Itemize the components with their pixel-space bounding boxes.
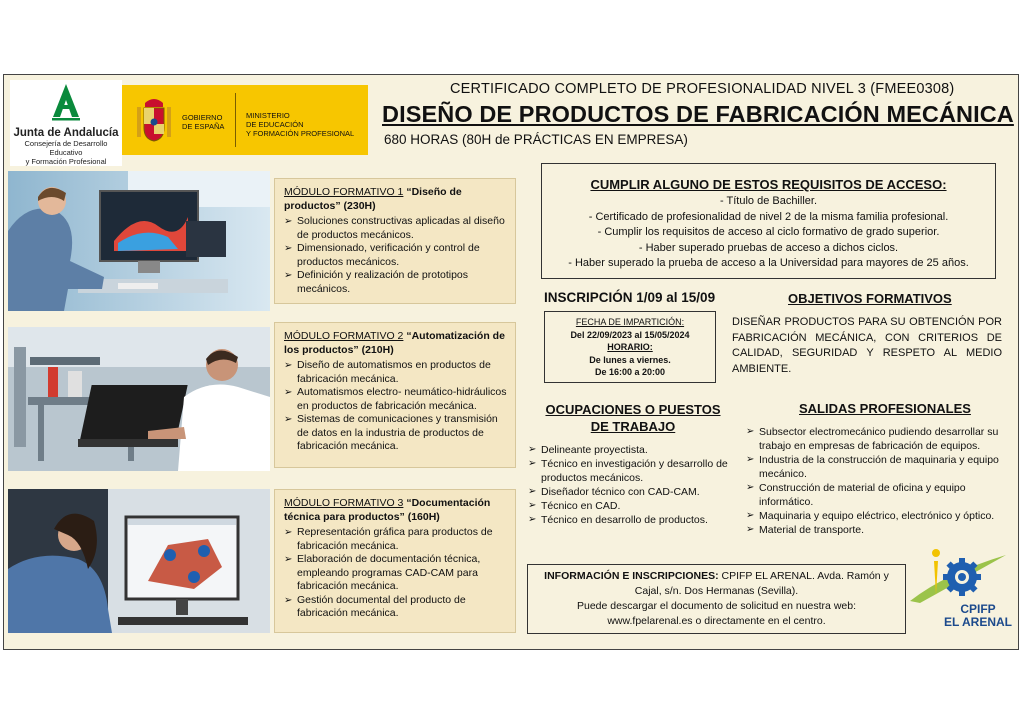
- list-item: ➢ Diseño de automatismos en productos de fabricación mecánica.: [284, 359, 509, 386]
- module-3-name: “Documentación técnica para productos”: [284, 497, 491, 523]
- info-box: [527, 564, 906, 634]
- info-line-1: [528, 569, 905, 584]
- fecha-label: FECHA DE IMPARTICIÓN:: [575, 317, 685, 327]
- junta-name: Junta de Andalucía: [13, 127, 119, 139]
- course-hours: 680 HORAS (80H de PRÁCTICAS EN EMPRESA): [384, 132, 688, 147]
- gobierno-espana-logo: [122, 85, 368, 155]
- logo-divider: [235, 93, 236, 147]
- salidas-title: SALIDAS PROFESIONALES: [799, 401, 971, 416]
- list-item: ➢ Maquinaria y equipo eléctrico, electrónico y óptico.: [746, 509, 1008, 523]
- list-item: ➢ Técnico en CAD.: [528, 499, 734, 513]
- module-1-hours: (230H): [343, 199, 376, 212]
- list-item: ➢ Técnico en desarrollo de productos.: [528, 513, 734, 527]
- module-3-title: [284, 497, 509, 524]
- module-3-label: MÓDULO FORMATIVO 3: [284, 497, 404, 509]
- junta-sub-2: y Formación Profesional: [25, 157, 107, 166]
- info-line-3: Puede descargar el documento de solicitud en nuestra web:: [576, 600, 856, 612]
- module-2-card: [274, 322, 516, 468]
- horario-horas: De 16:00 a 20:00: [594, 367, 666, 377]
- list-item: ➢ Construcción de material de oficina y equipo informático.: [746, 481, 1008, 509]
- salidas-list: [746, 425, 1008, 537]
- objetivos-title: OBJETIVOS FORMATIVOS: [788, 291, 952, 306]
- requisitos-title: CUMPLIR ALGUNO DE ESTOS REQUISITOS DE ACCESO:: [590, 177, 947, 192]
- module-1-label: MÓDULO FORMATIVO 1: [284, 186, 404, 198]
- gobierno-text: [182, 113, 224, 131]
- requisito-item: - Cumplir los requisitos de acceso al ciclo formativo de grado superior.: [597, 226, 940, 239]
- ministerio-line-3: Y FORMACIÓN PROFESIONAL: [246, 129, 355, 138]
- module-2-name: “Automatización de los productos”: [284, 330, 505, 356]
- junta-sub-1: Consejería de Desarrollo Educativo: [24, 139, 108, 157]
- poster: [3, 74, 1019, 650]
- list-item: ➢ Representación gráfica para productos de fabricación mecánica.: [284, 526, 509, 553]
- module-1-name: “Diseño de productos”: [284, 186, 462, 212]
- cpifp-el-arenal-logo: [906, 543, 1014, 633]
- list-item: ➢ Material de transporte.: [746, 523, 1008, 537]
- cpifp-text: [944, 603, 1012, 629]
- list-item: ➢ Subsector electromecánico pudiendo desarrollar su trabajo en empresas de fabricación de equipos.: [746, 425, 1008, 453]
- module-2-title: [284, 330, 509, 357]
- module-2-label: MÓDULO FORMATIVO 2: [284, 330, 404, 342]
- list-item: ➢ Diseñador técnico con CAD-CAM.: [528, 485, 734, 499]
- cpifp-gear-icon: [906, 543, 1014, 603]
- list-item: ➢ Soluciones constructivas aplicadas al diseño de productos mecánicos.: [284, 215, 509, 242]
- ocupaciones-list: [528, 443, 734, 527]
- requisito-item: - Haber superado la prueba de acceso a la Universidad para mayores de 25 años.: [568, 257, 969, 270]
- inscripcion-dates: INSCRIPCIÓN 1/09 al 15/09: [544, 290, 716, 305]
- gobierno-line-1: GOBIERNO: [182, 113, 223, 122]
- ocupaciones-title: OCUPACIONES O PUESTOS DE TRABAJO: [545, 402, 721, 434]
- module-3-list: [284, 526, 509, 621]
- requisito-item: - Haber superado pruebas de acceso a dichos ciclos.: [638, 241, 899, 254]
- list-item: ➢ Gestión documental del producto de fabricación mecánica.: [284, 594, 509, 621]
- cpifp-line-2: EL ARENAL: [944, 615, 1013, 629]
- list-item: ➢ Delineante proyectista.: [528, 443, 734, 457]
- module-2-photo: [8, 327, 270, 471]
- list-item: ➢ Dimensionado, verificación y control de productos mecánicos.: [284, 242, 509, 269]
- module-2-list: [284, 359, 509, 454]
- module-3-card: [274, 489, 516, 633]
- course-title: DISEÑO DE PRODUCTOS DE FABRICACIÓN MECÁNICA: [382, 101, 1014, 127]
- list-item: ➢ Sistemas de comunicaciones y transmisión de datos en la industria de productos de fabricación mecánica.: [284, 413, 509, 454]
- module-3-photo: [8, 489, 270, 633]
- certificado-heading: CERTIFICADO COMPLETO DE PROFESIONALIDAD NIVEL 3 (FMEE0308): [450, 81, 955, 97]
- module-3-hours: (160H): [407, 510, 440, 523]
- objetivos-text: DISEÑAR PRODUCTOS PARA SU OBTENCIÓN POR FABRICACIÓN MECÁNICA, CON CRITERIOS DE CALIDAD, SEGURIDAD Y RESPETO AL MEDIO AMBIENTE.: [732, 316, 1002, 375]
- module-1-photo: [8, 171, 270, 311]
- requisito-item: - Título de Bachiller.: [719, 195, 817, 208]
- info-line-2: Cajal, s/n. Dos Hermanas (Sevilla).: [634, 585, 799, 597]
- ministerio-line-2: DE EDUCACIÓN: [246, 120, 304, 129]
- ministerio-text: [246, 111, 354, 138]
- module-1-card: [274, 178, 516, 304]
- junta-andalucia-emblem-icon: [46, 83, 86, 121]
- list-item: ➢ Industria de la construcción de maquinaria y equipo mecánico.: [746, 453, 1008, 481]
- info-address-1: CPIFP EL ARENAL. Avda. Ramón y: [721, 570, 889, 582]
- gobierno-line-2: DE ESPAÑA: [182, 122, 225, 131]
- horario-label: HORARIO:: [607, 342, 653, 352]
- list-item: ➢ Técnico en investigación y desarrollo de productos mecánicos.: [528, 457, 734, 485]
- coat-of-arms-icon: [134, 95, 174, 145]
- module-2-hours: (210H): [361, 343, 394, 356]
- module-1-title: [284, 186, 509, 213]
- cpifp-line-1: CPIFP: [960, 602, 996, 616]
- fecha-box: [544, 311, 716, 383]
- horario-dias: De lunes a viernes.: [589, 354, 671, 365]
- ministerio-line-1: MINISTERIO: [246, 111, 290, 120]
- list-item: ➢ Elaboración de documentación técnica, empleando programas CAD-CAM para fabricación mecánica.: [284, 553, 509, 594]
- requisitos-box: [541, 163, 996, 279]
- list-item: ➢ Definición y realización de prototipos mecánicos.: [284, 269, 509, 296]
- info-line-4: www.fpelarenal.es o directamente en el centro.: [607, 615, 826, 627]
- info-label: INFORMACIÓN E INSCRIPCIONES:: [544, 570, 719, 582]
- fecha-value: Del 22/09/2023 al 15/05/2024: [570, 329, 690, 340]
- junta-andalucia-logo: [10, 80, 122, 166]
- list-item: ➢ Automatismos electro- neumático-hidráulicos en productos de fabricación mecánica.: [284, 386, 509, 413]
- module-1-list: [284, 215, 509, 296]
- requisito-item: - Certificado de profesionalidad de nivel 2 de la misma familia profesional.: [588, 210, 949, 223]
